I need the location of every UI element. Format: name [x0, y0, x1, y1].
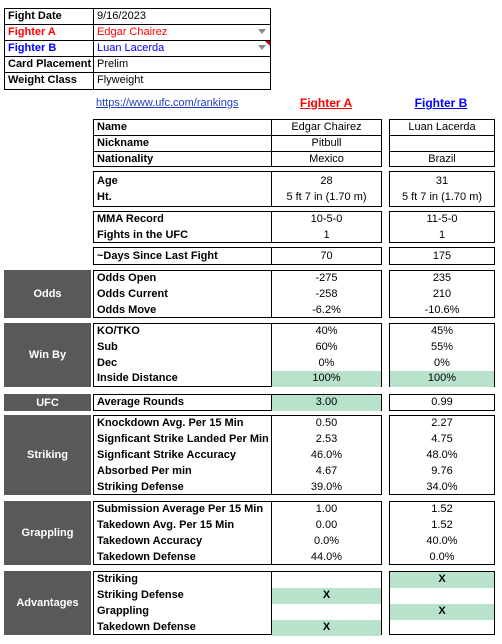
- grappling-b: [389, 501, 495, 565]
- height-label: Ht.: [97, 191, 112, 203]
- nickname-b: [390, 136, 494, 151]
- knockdown-avg-label: Knockdown Avg. Per 15 Min: [97, 417, 244, 429]
- nickname-label: Nickname: [97, 137, 149, 149]
- ko-tko-label: KO/TKO: [97, 325, 140, 337]
- record-labels: [93, 211, 382, 243]
- odds-move-b: -10.6%: [424, 304, 460, 316]
- adv-striking-label: Striking: [97, 573, 138, 585]
- ufc-labels: [93, 394, 382, 411]
- adv-takedown-defense-a: X: [272, 620, 381, 636]
- takedown-avg-label: Takedown Avg. Per 15 Min: [97, 519, 235, 531]
- rankings-link[interactable]: https://www.ufc.com/rankings: [96, 97, 239, 109]
- fighter-b-label: Fighter B: [8, 42, 57, 54]
- adv-striking-defense-label: Striking Defense: [97, 589, 184, 601]
- profile-labels: [93, 119, 382, 167]
- ufc-b: [389, 394, 495, 411]
- winby-labels: [93, 323, 382, 387]
- weight-class-value[interactable]: Flyweight: [97, 74, 144, 86]
- height-a: 5 ft 7 in (1.70 m): [286, 191, 367, 203]
- fight-date-row: [5, 9, 270, 25]
- winby-b: [389, 323, 495, 387]
- odds-open-b: 235: [432, 272, 452, 284]
- knockdown-avg-b: 2.27: [431, 417, 453, 429]
- odds-labels: [93, 270, 382, 318]
- takedown-accuracy-a: 0.0%: [313, 535, 340, 547]
- absorbed-per-min-label: Absorbed Per min: [97, 465, 192, 477]
- dec-a: 0%: [318, 357, 335, 369]
- fighter-a-label: Fighter A: [8, 26, 56, 38]
- sig-strike-landed-b: 4.75: [431, 433, 453, 445]
- dec-b: 0%: [434, 357, 450, 369]
- odds-current-b: 210: [432, 288, 452, 300]
- name-label: Name: [97, 121, 127, 133]
- card-placement-row: [5, 57, 270, 73]
- advantages-labels: [93, 571, 382, 635]
- striking-labels: [93, 415, 382, 495]
- submission-avg-b: 1.52: [431, 503, 453, 515]
- profile-b: [389, 119, 495, 167]
- average-rounds-a: 3.00: [272, 395, 381, 411]
- sig-strike-accuracy-label: Signficant Strike Accuracy: [97, 449, 236, 461]
- fight-date-value[interactable]: 9/16/2023: [97, 10, 146, 22]
- average-rounds-b: 0.99: [431, 396, 453, 408]
- age-label: Age: [97, 175, 118, 187]
- odds-open-label: Odds Open: [97, 272, 157, 284]
- nationality-a: Mexico: [309, 153, 344, 165]
- odds-open-a: -275: [315, 272, 338, 284]
- fighter-b-select[interactable]: Luan Lacerda: [97, 42, 165, 54]
- inside-distance-a: 100%: [272, 371, 381, 387]
- inside-distance-label: Inside Distance: [97, 372, 178, 384]
- takedown-defense-b: 0.0%: [429, 551, 455, 563]
- fighter-a-dropdown-icon[interactable]: [258, 29, 266, 34]
- average-rounds-label: Average Rounds: [97, 396, 185, 408]
- sig-strike-landed-label: Signficant Strike Landed Per Min: [97, 433, 269, 445]
- sub-b: 55%: [430, 341, 454, 353]
- takedown-accuracy-label: Takedown Accuracy: [97, 535, 203, 547]
- weight-class-label: Weight Class: [8, 74, 77, 86]
- nationality-b: Brazil: [428, 153, 456, 165]
- adv-striking-b: X: [390, 572, 494, 588]
- name-b: Luan Lacerda: [408, 121, 476, 133]
- striking-section-header: Striking: [4, 415, 91, 495]
- advantages-b: [389, 571, 495, 635]
- ko-tko-b: 45%: [430, 325, 454, 337]
- odds-current-a: -258: [315, 288, 338, 300]
- sub-a: 60%: [315, 341, 338, 353]
- adv-grappling-label: Grappling: [97, 605, 149, 617]
- adv-takedown-defense-label: Takedown Defense: [97, 621, 196, 633]
- card-placement-value[interactable]: Prelim: [97, 58, 129, 70]
- winby-section-header: Win By: [4, 323, 91, 387]
- age-b: 31: [435, 175, 449, 187]
- ufc-section-header: UFC: [4, 394, 91, 411]
- dec-label: Dec: [97, 357, 118, 369]
- fighter-b-row: [5, 41, 270, 57]
- striking-defense-label: Striking Defense: [97, 481, 184, 493]
- fighter-a-row: [5, 25, 270, 41]
- mma-record-b: 11-5-0: [426, 213, 458, 225]
- comment-indicator-icon: [265, 41, 270, 46]
- age-a: 28: [320, 175, 333, 187]
- striking-b: [389, 415, 495, 495]
- takedown-avg-a: 0.00: [315, 519, 338, 531]
- fighter-b-column-header: Fighter B: [414, 96, 468, 110]
- ko-tko-a: 40%: [315, 325, 338, 337]
- adv-striking-defense-b: [390, 588, 494, 604]
- odds-section-header: Odds: [4, 270, 91, 318]
- submission-avg-a: 1.00: [315, 503, 338, 515]
- adv-grappling-a: [272, 604, 381, 620]
- weight-class-row: [5, 73, 270, 89]
- fight-info-table: [4, 8, 271, 90]
- fighter-a-column-header: Fighter A: [299, 96, 353, 110]
- striking-defense-a: 39.0%: [310, 481, 343, 493]
- height-b: 5 ft 7 in (1.70 m): [401, 191, 483, 203]
- ufc-fights-a: 1: [323, 229, 330, 241]
- mma-record-a: 10-5-0: [310, 213, 343, 225]
- name-a: Edgar Chairez: [291, 121, 362, 133]
- takedown-defense-a: 44.0%: [310, 551, 343, 563]
- odds-move-label: Odds Move: [97, 304, 157, 316]
- grappling-labels: [93, 501, 382, 565]
- ufc-fights-label: Fights in the UFC: [97, 229, 189, 241]
- sub-label: Sub: [97, 341, 118, 353]
- knockdown-avg-a: 0.50: [315, 417, 338, 429]
- takedown-avg-b: 1.52: [431, 519, 453, 531]
- record-b: [389, 211, 495, 243]
- nickname-a: Pitbull: [311, 137, 342, 149]
- inside-distance-b: 100%: [390, 371, 494, 387]
- card-placement-label: Card Placement: [8, 58, 92, 70]
- advantages-section-header: Advantages: [4, 571, 91, 635]
- absorbed-per-min-a: 4.67: [315, 465, 338, 477]
- adv-striking-a: [272, 572, 381, 588]
- mma-record-label: MMA Record: [97, 213, 164, 225]
- adv-grappling-b: X: [390, 604, 494, 620]
- striking-defense-b: 34.0%: [426, 481, 458, 493]
- grappling-section-header: Grappling: [4, 501, 91, 565]
- sig-strike-accuracy-b: 48.0%: [426, 449, 458, 461]
- fight-date-label: Fight Date: [8, 10, 62, 22]
- days-since-row: [93, 247, 382, 265]
- physical-b: [389, 171, 495, 207]
- days-since-label: ~Days Since Last Fight: [97, 250, 218, 262]
- nationality-label: Nationality: [97, 153, 154, 165]
- physical-labels: [93, 171, 382, 207]
- sig-strike-accuracy-a: 46.0%: [310, 449, 343, 461]
- days-since-a: 70: [320, 250, 333, 262]
- submission-avg-label: Submission Average Per 15 Min: [97, 503, 264, 515]
- absorbed-per-min-b: 9.76: [431, 465, 453, 477]
- adv-striking-defense-a: X: [272, 588, 381, 604]
- takedown-accuracy-b: 40.0%: [426, 535, 458, 547]
- takedown-defense-label: Takedown Defense: [97, 551, 196, 563]
- adv-takedown-defense-b: [390, 620, 494, 636]
- odds-current-label: Odds Current: [97, 288, 168, 300]
- ufc-fights-b: 1: [438, 229, 446, 241]
- days-since-b-box: [389, 247, 495, 265]
- odds-b: [389, 270, 495, 318]
- odds-move-a: -6.2%: [312, 304, 341, 316]
- sig-strike-landed-a: 2.53: [315, 433, 338, 445]
- fighter-a-select[interactable]: Edgar Chairez: [97, 26, 168, 38]
- days-since-b: 175: [432, 250, 452, 262]
